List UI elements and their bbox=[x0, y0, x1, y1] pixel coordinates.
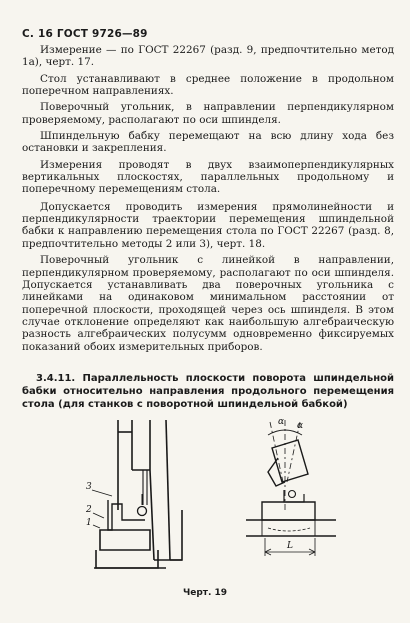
body-text bbox=[22, 44, 394, 357]
label-1: 1 bbox=[86, 518, 92, 528]
section-heading: 3.4.11. Параллельность плоскости поворота шпиндельной бабки относительно направления продольного перемещения стола (для станков с поворотной шпиндельной бабкой) bbox=[22, 373, 394, 410]
label-2: 2 bbox=[86, 505, 92, 515]
angle-alpha-label-1: α bbox=[278, 417, 285, 427]
paragraph-3: Поверочный угольник, в направлении перпендикулярном проверяемому, располагают по оси шпинделя. bbox=[22, 101, 394, 126]
paragraph-7: Поверочный угольник с линейкой в направлении, перпендикулярном проверяемому, располагают по оси шпинделя. Допускается устанавливать два поверочных угольника с линейками на одинаковом минимальном расстоянии от поперечной плоскости, проходящей через ось шпинделя. В этом случае отклонение определяют как наибольшую алгебраическую разность алгебраических полусумм одновременно фиксируемых показаний обоих измерительных приборов. bbox=[22, 254, 394, 353]
label-3: 3 bbox=[86, 482, 92, 492]
dimension-l-label: L bbox=[287, 541, 293, 551]
page-header: С. 16 ГОСТ 9726—89 bbox=[22, 28, 148, 40]
paragraph-1: Измерение — по ГОСТ 22267 (разд. 9, предпочтительно метод 1а), черт. 17. bbox=[22, 44, 394, 69]
paragraph-4: Шпиндельную бабку перемещают на всю длину хода без остановки и закрепления. bbox=[22, 130, 394, 155]
figure-19 bbox=[0, 410, 410, 585]
figure-caption: Черт. 19 bbox=[182, 588, 228, 598]
right-rotation-drawing bbox=[246, 420, 336, 556]
angle-alpha-label-2: α bbox=[297, 421, 304, 431]
paragraph-5: Измерения проводят в двух взаимоперпендикулярных вертикальных плоскостях, параллельных продольному и поперечному перемещениям стола. bbox=[22, 158, 394, 196]
paragraph-2: Стол устанавливают в среднее положение в продольном поперечном направлениях. bbox=[22, 72, 394, 98]
left-machine-drawing bbox=[92, 420, 182, 568]
paragraph-6: Допускается проводить измерения прямолинейности и перпендикулярности траектории перемещения шпиндельной бабки к направлению перемещения стола по ГОСТ 22267 (разд. 8, предпочтительно методы 2 или 3), черт. 18. bbox=[22, 200, 394, 250]
